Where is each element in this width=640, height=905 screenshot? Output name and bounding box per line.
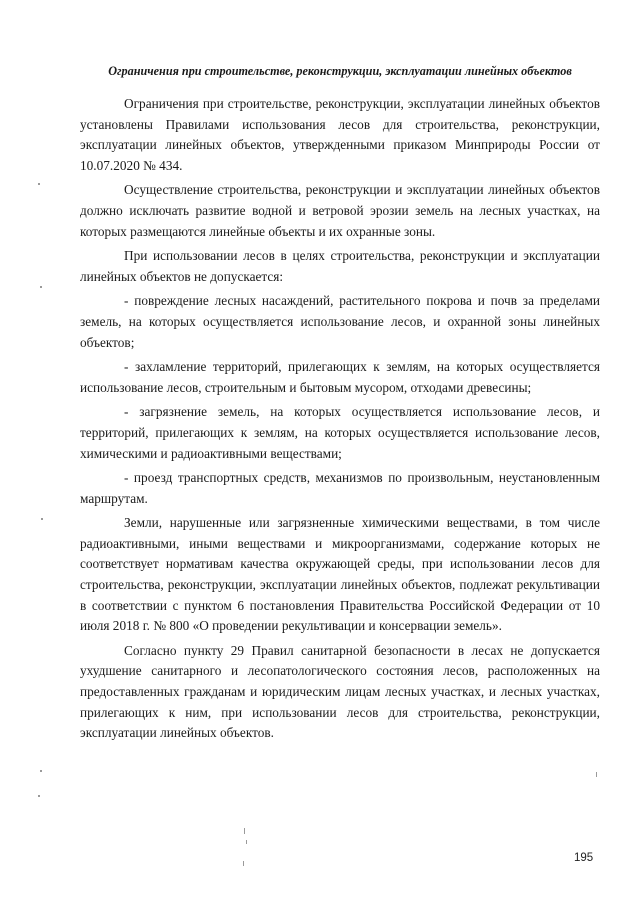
page-number: 195 — [574, 852, 594, 864]
scan-speck — [244, 828, 245, 834]
scan-speck — [596, 772, 597, 777]
paragraph-2: Осуществление строительства, реконструкции и эксплуатации линейных объектов должно исключать развитие водной и ветровой эрозии земель на лесных участках, на которых размещаются линейные объекты и их охранные зоны. — [80, 182, 600, 239]
scan-speck — [40, 770, 42, 772]
list-item-1: - повреждение лесных насаждений, растительного покрова и почв за пределами земель, на которых осуществляется использование лесов, и охранной зоны линейных объектов; — [80, 293, 600, 350]
scan-speck — [41, 518, 43, 520]
body-text — [80, 94, 600, 748]
list-item-2: - захламление территорий, прилегающих к землям, на которых осуществляется использование лесов, строительным и бытовым мусором, отходами древесины; — [80, 359, 600, 395]
paragraph-5: Согласно пункту 29 Правил санитарной безопасности в лесах не допускается ухудшение санитарного и лесопатологического состояния лесов, расположенных на предоставленных гражданам и юридическим лицам лесных участках, и лесных участках, прилегающих к ним, при использовании лесов для строительства, реконструкции, эксплуатации линейных объектов. — [80, 642, 600, 741]
scan-speck — [40, 286, 42, 288]
list-item-4: - проезд транспортных средств, механизмов по произвольным, неустановленным маршрутам. — [80, 470, 600, 506]
scan-speck — [243, 861, 244, 866]
paragraph-1: Ограничения при строительстве, реконструкции, эксплуатации линейных объектов установлены Правилами использования лесов для строительства, реконструкции, эксплуатации линейных объектов, утвержденными приказом Минприроды России от 10.07.2020 № 434. — [80, 96, 600, 173]
paragraph-3: При использовании лесов в целях строительства, реконструкции и эксплуатации линейных объектов не допускается: — [80, 248, 600, 284]
scan-speck — [246, 840, 247, 844]
section-heading: Ограничения при строительстве, реконструкции, эксплуатации линейных объектов — [108, 64, 572, 78]
scan-speck — [38, 795, 40, 797]
paragraph-4: Земли, нарушенные или загрязненные химическими веществами, в том числе радиоактивными, иными веществами и микроорганизмами, содержание которых не соответствует нормативам качества окружающей среды, при использовании лесов для строительства, реконструкции, эксплуатации линейных объектов, подлежат рекультивации в соответствии с пунктом 6 постановления Правительства Российской Федерации от 10 июля 2018 г. № 800 «О проведении рекультивации и консервации земель». — [80, 515, 600, 634]
scan-speck — [38, 183, 40, 185]
list-item-3: - загрязнение земель, на которых осуществляется использование лесов, и территорий, прилегающих к землям, на которых осуществляется использование лесов, химическими и радиоактивными веществами; — [80, 404, 600, 461]
